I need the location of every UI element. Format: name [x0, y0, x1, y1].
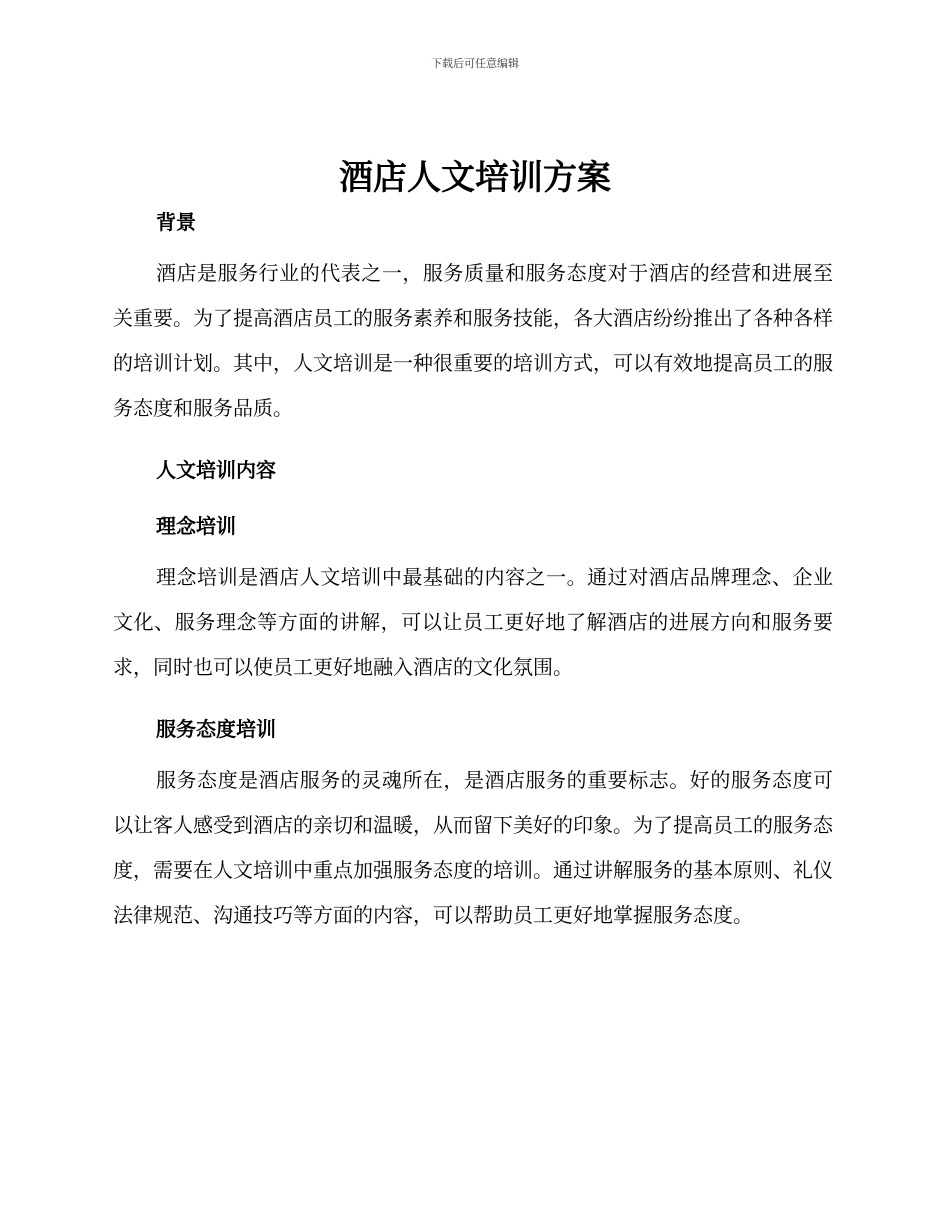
document-title: 酒店人文培训方案: [339, 158, 611, 198]
section-heading-concept-training: 理念培训: [156, 514, 236, 538]
section-paragraph-background: 酒店是服务行业的代表之一，服务质量和服务态度对于酒店的经营和进展至关重要。为了提高酒店员工的服务素养和服务技能，各大酒店纷纷推出了各种各样的培训计划。其中，人文培训是一种很重要的培训方式，可以有效地提高员工的服务态度和服务品质。: [113, 261, 833, 420]
section-paragraph-service-attitude: 服务态度是酒店服务的灵魂所在，是酒店服务的重要标志。好的服务态度可以让客人感受到酒店的亲切和温暖，从而留下美好的印象。为了提高员工的服务态度，需要在人文培训中重点加强服务态度的培训。通过讲解服务的基本原则、礼仪法律规范、沟通技巧等方面的内容，可以帮助员工更好地掌握服务态度。: [113, 768, 833, 927]
section-paragraph-concept-training: 理念培训是酒店人文培训中最基础的内容之一。通过对酒店品牌理念、企业文化、服务理念等方面的讲解，可以让员工更好地了解酒店的进展方向和服务要求，同时也可以使员工更好地融入酒店的文化氛围。: [113, 565, 833, 679]
section-heading-service-attitude: 服务态度培训: [156, 717, 276, 741]
section-heading-background: 背景: [156, 210, 196, 234]
page-header-note: 下载后可任意编辑: [431, 57, 519, 70]
document-body: [113, 205, 833, 938]
section-heading-content: 人文培训内容: [156, 458, 276, 482]
